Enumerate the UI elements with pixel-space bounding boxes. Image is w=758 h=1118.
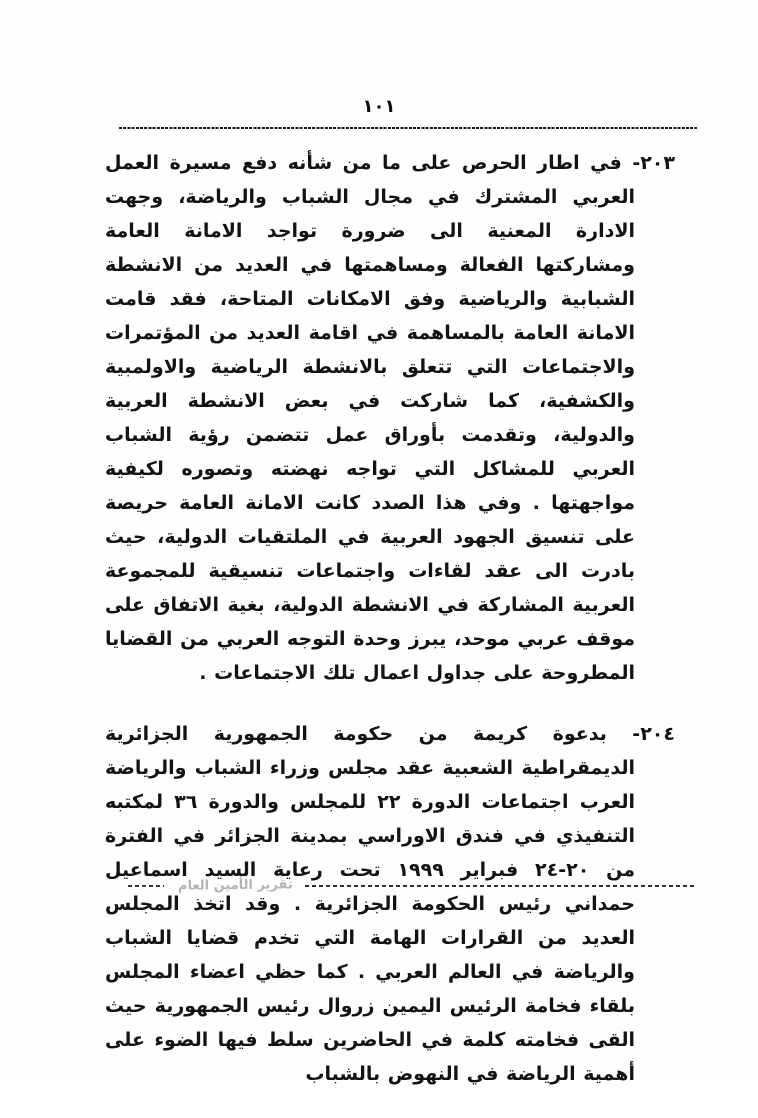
paragraph-text: بدعوة كريمة من حكومة الجمهورية الجزائرية الديمقراطية الشعبية عقد مجلس وزراء الشباب والرياضة العرب اجتماعات الدورة ٢٢ للمجلس والدورة ٣٦ لمكتبه التنفيذي في فندق الاوراسي بمدينة الجزائر في الفترة من ٢٠-٢٤ فبراير ١٩٩٩ تحت رعاية السيد اسماعيل حمداني رئيس الحكومة الجزائرية . وقد اتخذ المجلس العديد من القرارات الهامة التي تخدم قضايا الشباب والرياضة في العالم العربي . كما حظي اعضاء المجلس بلقاء فخامة الرئيس اليمين زروال رئيس الجمهورية حيث القى فخامته كلمة في الحاضرين سلط فيها الضوء على أهمية الرياضة في النهوض بالشباب [105,723,635,1085]
paragraph-number: ٢٠٤- [632,723,675,745]
footer-dash-right [305,885,697,887]
paragraph-text: في اطار الحرص على ما من شأنه دفع مسيرة العمل العربي المشترك في مجال الشباب والرياضة، وجهت الادارة المعنية الى ضرورة تواجد الامانة العامة ومشاركتها الفعالة ومساهمتها في العديد من الانشطة الشبابية والرياضية وفق الامكانات المتاحة، فقد قامت الامانة العامة بالمساهمة في اقامة العديد من المؤتمرات والاجتماعات التي تتعلق بالانشطة الرياضية والاولمبية والكشفية، كما شاركت في بعض الانشطة العربية والدولية، وتقدمت بأوراق عمل تتضمن رؤية الشباب العربي للمشاكل التي تواجه نهضته وتصوره لكيفية مواجهتها . وفي هذا الصدد كانت الامانة العامة حريصة على تنسيق الجهود العربية في الملتقيات الدولية، حيث بادرت الى عقد لقاءات واجتماعات تنسيقية للمجموعة العربية المشاركة في الانشطة الدولية، بغية الاتفاق على موقف عربي موحد، يبرز وحدة التوجه العربي من القضايا المطروحة على جداول اعمال تلك الاجتماعات . [105,152,635,684]
paragraph-203 [105,146,675,690]
header-divider [119,127,697,129]
footer-dash-left [128,885,164,887]
page-number: ١٠١ [362,96,396,117]
footer-label: تقرير الأمين العام [177,877,293,894]
paragraph-204 [105,717,675,1091]
page-body [105,146,675,1118]
page-footer [128,878,697,893]
paragraph-number: ٢٠٣- [632,152,675,174]
